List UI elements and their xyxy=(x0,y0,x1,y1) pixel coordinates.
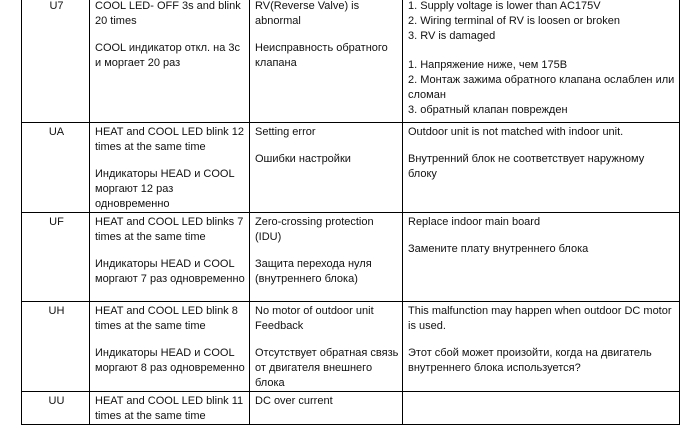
cause-en: RV(Reverse Valve) is abnormal xyxy=(255,0,360,27)
led-indication-ru: Индикаторы HEAD и COOL моргают 7 раз одновременно xyxy=(95,258,245,285)
led-indication-cell xyxy=(90,123,250,213)
solution-cell xyxy=(403,302,680,392)
led-indication-ru: Индикаторы HEAD и COOL моргают 8 раз одновременно xyxy=(95,347,245,374)
led-indication-en: HEAT and COOL LED blink 11 times at the same time xyxy=(95,395,244,422)
solution-ru: Этот сбой может произойти, когда на двигатель внутреннего блока используется? xyxy=(408,347,652,374)
solution-en: This malfunction may happen when outdoor DC motor is used. xyxy=(408,305,672,332)
solution-cell xyxy=(403,213,680,302)
led-indication-en: COOL LED- OFF 3s and blink 20 times xyxy=(95,0,241,27)
led-indication-cell xyxy=(90,213,250,302)
solution-ru-line: 3. обратный клапан поврежден xyxy=(408,104,568,116)
table-row xyxy=(22,213,680,302)
cause-ru: Неисправность обратного клапана xyxy=(255,42,388,69)
cause-cell xyxy=(250,0,403,123)
cause-en: DC over current xyxy=(255,395,333,407)
cause-ru: Защита перехода нуля (внутреннего блока) xyxy=(255,258,372,285)
cause-ru: Ошибки настройки xyxy=(255,153,351,165)
led-indication-cell xyxy=(90,0,250,123)
cause-cell xyxy=(250,302,403,392)
cause-cell xyxy=(250,213,403,302)
solution-en: Outdoor unit is not matched with indoor unit. xyxy=(408,126,624,138)
solution-ru-line: 2. Монтаж зажима обратного клапана ослаблен или сломан xyxy=(408,74,675,101)
solution-en-line: 1. Supply voltage is lower than AC175V xyxy=(408,0,601,12)
cause-ru: Отсутствует обратная связь от двигателя внешнего блока xyxy=(255,347,399,389)
solution-ru: Замените плату внутреннего блока xyxy=(408,243,589,255)
error-code: UA xyxy=(22,123,90,213)
cause-en: No motor of outdoor unit Feedback xyxy=(255,305,374,332)
solution-en-line: 3. RV is damaged xyxy=(408,30,496,42)
led-indication-cell xyxy=(90,392,250,425)
led-indication-cell xyxy=(90,302,250,392)
cause-cell xyxy=(250,123,403,213)
led-indication-en: HEAT and COOL LED blink 12 times at the same time xyxy=(95,126,244,153)
cause-cell xyxy=(250,392,403,425)
cause-en: Zero-crossing protection (IDU) xyxy=(255,216,374,243)
error-code: UU xyxy=(22,392,90,425)
led-indication-en: HEAT and COOL LED blink 8 times at the same time xyxy=(95,305,238,332)
table-row xyxy=(22,392,680,425)
solution-en: Replace indoor main board xyxy=(408,216,541,228)
table-row xyxy=(22,0,680,123)
solution-cell xyxy=(403,392,680,425)
error-code: U7 xyxy=(22,0,90,123)
error-code-table xyxy=(21,0,680,425)
error-code: UF xyxy=(22,213,90,302)
solution-cell xyxy=(403,123,680,213)
table-row xyxy=(22,123,680,213)
led-indication-en: HEAT and COOL LED blinks 7 times at the same time xyxy=(95,216,244,243)
solution-ru: Внутренний блок не соответствует наружному блоку xyxy=(408,153,645,180)
solution-cell xyxy=(403,0,680,123)
error-code: UH xyxy=(22,302,90,392)
cause-en: Setting error xyxy=(255,126,316,138)
table-row xyxy=(22,302,680,392)
solution-ru-line: 1. Напряжение ниже, чем 175В xyxy=(408,59,568,71)
led-indication-ru: COOL индикатор откл. на 3с и моргает 20 раз xyxy=(95,42,240,69)
solution-en-line: 2. Wiring terminal of RV is loosen or broken xyxy=(408,15,620,27)
led-indication-ru: Индикаторы HEAD и COOL моргают 12 раз одновременно xyxy=(95,168,235,210)
